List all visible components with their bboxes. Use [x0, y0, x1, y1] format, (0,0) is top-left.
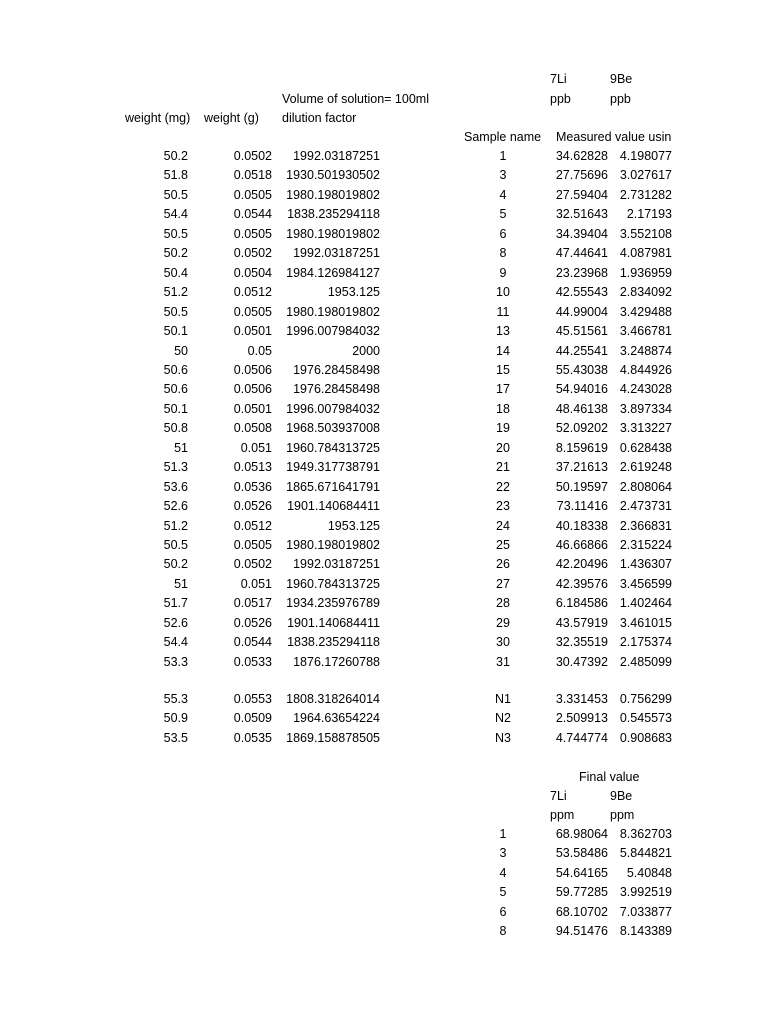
weight-g-cell: 0.0544: [233, 207, 272, 222]
table-row: [0, 459, 768, 478]
sample-cell: 4: [499, 187, 507, 202]
table-row: [0, 304, 768, 323]
weight-mg-cell: 50: [174, 343, 188, 358]
dilution-cell: 1976.28458498: [293, 382, 380, 397]
li-cell: 42.55543: [555, 285, 608, 300]
be-cell clip: 5.40848: [626, 865, 672, 880]
sample-cell: 9: [499, 265, 507, 280]
be-cell clip: 0.756299: [619, 692, 672, 706]
weight-mg-cell: 53.6: [163, 479, 188, 494]
table-row: [0, 518, 768, 537]
weight-mg-cell: 50.2: [163, 149, 188, 163]
dilution-cell: 1980.198019802: [286, 304, 380, 319]
table-row: [0, 537, 768, 556]
table-row: [0, 730, 768, 749]
weight-g-cell: 0.0544: [233, 635, 272, 650]
be-cell clip: 3.897334: [619, 401, 672, 416]
weight-mg-cell: 50.5: [163, 538, 188, 552]
li-cell: 73.11416: [556, 499, 608, 514]
li-cell: 2.509913: [555, 711, 608, 726]
li-label: 7Li: [550, 72, 567, 86]
weight-mg-cell: 50.2: [163, 246, 188, 261]
weight-mg-cell: 50.6: [163, 382, 188, 397]
be-cell clip: 8.143389: [619, 924, 672, 939]
dilution-cell: 1968.503937008: [286, 421, 380, 436]
table-row: [0, 381, 768, 400]
weight-g-header: weight (g): [204, 111, 259, 125]
table-row: [0, 401, 768, 420]
li-cell: 6.184586: [555, 596, 608, 611]
measured-header: Measured value usin: [556, 130, 672, 144]
dilution-cell: 1996.007984032: [286, 401, 380, 416]
be-cell clip: 7.033877: [619, 904, 672, 919]
table-row: [0, 634, 768, 653]
li-cell: 44.99004: [555, 304, 608, 319]
li-cell: 68.10702: [555, 904, 608, 919]
li-cell: 48.46138: [555, 401, 608, 416]
li-cell: 52.09202: [555, 421, 608, 436]
weight-g-cell: 0.0505: [233, 187, 272, 202]
be-cell clip: 3.313227: [619, 421, 672, 436]
dilution-cell: 1980.198019802: [286, 226, 380, 241]
weight-mg-cell: 51.8: [163, 168, 188, 183]
sample-cell: 3: [499, 168, 507, 183]
weight-g-cell: 0.0536: [233, 479, 272, 494]
table-row: [0, 245, 768, 264]
be-cell clip: 0.545573: [619, 711, 672, 726]
final-table: [0, 826, 768, 946]
table-row: [0, 498, 768, 517]
weight-mg-cell: 50.5: [163, 304, 188, 319]
li-cell: 54.94016: [555, 382, 608, 397]
li-cell: 54.64165: [555, 865, 608, 880]
table-row: [0, 654, 768, 673]
weight-g-cell: 0.0505: [233, 304, 272, 319]
li-cell: 27.59404: [555, 187, 608, 202]
weight-g-cell: 0.0504: [233, 265, 272, 280]
table-row: [0, 556, 768, 575]
sample-cell: 8: [499, 924, 507, 939]
li-cell: 3.331453: [555, 692, 608, 706]
weight-g-cell: 0.0517: [233, 596, 272, 611]
table-row: [0, 148, 768, 167]
li-cell: 42.20496: [555, 557, 608, 572]
weight-mg-cell: 51.7: [163, 596, 188, 611]
dilution-cell: 1960.784313725: [286, 440, 380, 455]
sample-cell: 30: [496, 635, 510, 650]
table-row: [0, 884, 768, 903]
weight-mg-cell: 53.3: [163, 654, 188, 669]
weight-g-cell: 0.0502: [233, 557, 272, 572]
table-row: [0, 479, 768, 498]
weight-g-cell: 0.0501: [233, 401, 272, 416]
weight-g-cell: 0.0508: [233, 421, 272, 436]
sample-cell: 25: [496, 538, 510, 552]
be-cell clip: 4.087981: [619, 246, 672, 261]
table-row: [0, 923, 768, 942]
be-cell clip: 1.402464: [619, 596, 672, 611]
be-cell clip: 0.908683: [619, 730, 672, 745]
dilution-cell: 1876.17260788: [293, 654, 380, 669]
be-cell clip: 3.429488: [619, 304, 672, 319]
weight-mg-cell: 50.9: [163, 711, 188, 726]
be-cell clip: 2.473731: [619, 499, 672, 514]
li-cell: 23.23968: [555, 265, 608, 280]
sample-cell: 22: [496, 479, 510, 494]
sample-cell: 19: [496, 421, 510, 436]
table-row: [0, 440, 768, 459]
sample-cell: 13: [496, 324, 510, 339]
li-cell: 34.62828: [555, 149, 608, 163]
weight-mg-cell: 51: [174, 576, 188, 591]
be-cell clip: 2.17193: [626, 207, 672, 222]
dilution-cell: 1953.125: [327, 518, 380, 533]
weight-mg-cell: 53.5: [163, 730, 188, 745]
weight-mg-cell: 50.1: [163, 324, 188, 339]
weight-g-cell: 0.0533: [233, 654, 272, 669]
li-cell: 8.159619: [555, 440, 608, 455]
dilution-cell: 1930.501930502: [286, 168, 380, 183]
weight-g-cell: 0.0506: [233, 382, 272, 397]
sample-cell: 27: [496, 576, 510, 591]
table-row: [0, 323, 768, 342]
weight-g-cell: 0.0502: [233, 149, 272, 163]
final-li-unit: ppm: [550, 808, 575, 822]
dilution-cell: 1838.235294118: [287, 635, 380, 650]
table-row: [0, 615, 768, 634]
dilution-cell: 1984.126984127: [286, 265, 380, 280]
dilution-cell: 1901.140684411: [287, 499, 380, 514]
weight-mg-cell: 54.4: [163, 207, 188, 222]
sample-cell: 26: [496, 557, 510, 572]
table-row: [0, 845, 768, 864]
li-cell: 59.77285: [555, 885, 608, 900]
be-cell clip: 2.731282: [619, 187, 672, 202]
weight-mg-cell: 51.2: [163, 285, 188, 300]
sample-cell: 21: [496, 460, 510, 475]
li-cell: 68.98064: [555, 827, 608, 841]
be-cell clip: 3.552108: [619, 226, 672, 241]
weight-g-cell: 0.051: [240, 576, 272, 591]
sample-cell: 31: [496, 654, 510, 669]
li-cell: 4.744774: [555, 730, 608, 745]
sample-cell: 14: [496, 343, 510, 358]
weight-mg-cell: 50.2: [163, 557, 188, 572]
final-be-unit: ppm: [610, 808, 635, 822]
li-cell: 32.51643: [555, 207, 608, 222]
weight-mg-cell: 52.6: [163, 615, 188, 630]
dilution-cell: 1980.198019802: [286, 187, 380, 202]
weight-mg-cell: 50.5: [163, 187, 188, 202]
li-cell: 44.25541: [555, 343, 608, 358]
li-cell: 42.39576: [555, 576, 608, 591]
data-table: [0, 148, 768, 678]
dilution-cell: 1964.63654224: [293, 711, 380, 726]
sample-cell: 1: [499, 149, 507, 163]
weight-g-cell: 0.0526: [233, 615, 272, 630]
be-cell clip: 0.628438: [619, 440, 672, 455]
table-row: [0, 284, 768, 303]
weight-mg-cell: 50.4: [163, 265, 188, 280]
volume-label: Volume of solution= 100ml: [282, 92, 429, 106]
be-cell clip: 1.436307: [619, 557, 672, 572]
dilution-cell: 1996.007984032: [286, 324, 380, 339]
sample-cell: 11: [496, 304, 510, 319]
sample-cell: 3: [499, 846, 507, 861]
table-row: [0, 362, 768, 381]
weight-g-cell: 0.05: [247, 343, 272, 358]
sample-cell: 23: [496, 499, 510, 514]
sample-cell: 10: [496, 285, 510, 300]
be-cell clip: 5.844821: [619, 846, 672, 861]
sample-cell: 4: [499, 865, 507, 880]
be-cell clip: 2.619248: [619, 460, 672, 475]
be-cell clip: 3.027617: [619, 168, 672, 183]
dilution-cell: 1953.125: [327, 285, 380, 300]
table-row: [0, 826, 768, 845]
li-cell: 55.43038: [555, 362, 608, 377]
dilution-cell: 1992.03187251: [293, 149, 380, 163]
weight-mg-header: weight (mg): [125, 111, 191, 125]
dilution-cell: 1901.140684411: [287, 615, 380, 630]
sample-cell: 18: [496, 401, 510, 416]
dilution-cell: 1960.784313725: [286, 576, 380, 591]
weight-g-cell: 0.0553: [233, 692, 272, 706]
li-cell: 37.21613: [555, 460, 608, 475]
li-cell: 50.19597: [555, 479, 608, 494]
li-cell: 30.47392: [555, 654, 608, 669]
dilution-cell: 1934.235976789: [286, 596, 380, 611]
be-cell clip: 3.992519: [619, 885, 672, 900]
dilution-cell: 1980.198019802: [286, 538, 380, 552]
final-li-label: 7Li: [550, 789, 567, 803]
dilution-cell: 1992.03187251: [293, 246, 380, 261]
be-unit: ppb: [610, 92, 631, 106]
table-row: [0, 226, 768, 245]
sample-cell: 5: [499, 207, 507, 222]
weight-g-cell: 0.0535: [233, 730, 272, 745]
dilution-cell: 1976.28458498: [293, 362, 380, 377]
be-cell clip: 3.461015: [619, 615, 672, 630]
table-row: [0, 904, 768, 923]
dilution-cell: 1869.158878505: [286, 730, 380, 745]
table-row: [0, 420, 768, 439]
li-cell: 94.51476: [555, 924, 608, 939]
be-cell clip: 2.366831: [619, 518, 672, 533]
dilution-cell: 1992.03187251: [293, 557, 380, 572]
sample-cell: 8: [499, 246, 507, 261]
dilution-cell: 1949.317738791: [286, 460, 380, 475]
weight-g-cell: 0.0526: [233, 499, 272, 514]
be-cell clip: 4.844926: [619, 362, 672, 377]
table-row: [0, 206, 768, 225]
weight-g-cell: 0.0505: [233, 226, 272, 241]
be-label: 9Be: [610, 72, 633, 86]
table-row: [0, 710, 768, 729]
be-cell clip: 2.808064: [619, 479, 672, 494]
li-cell: 43.57919: [555, 615, 608, 630]
table-row: [0, 595, 768, 614]
li-cell: 27.75696: [555, 168, 608, 183]
table-row: [0, 343, 768, 362]
weight-mg-cell: 51.2: [163, 518, 188, 533]
sample-cell: N2: [495, 711, 511, 726]
weight-g-cell: 0.0509: [233, 711, 272, 726]
be-cell clip: 3.466781: [619, 324, 672, 339]
table-row: [0, 167, 768, 186]
dilution-header: dilution factor: [282, 111, 357, 125]
be-cell clip: 8.362703: [619, 827, 672, 841]
weight-mg-cell: 50.8: [163, 421, 188, 436]
li-cell: 45.51561: [555, 324, 608, 339]
sample-cell: 6: [499, 226, 507, 241]
weight-g-cell: 0.051: [240, 440, 272, 455]
be-cell clip: 1.936959: [619, 265, 672, 280]
final-title: Final value: [579, 770, 640, 784]
table-row: [0, 691, 768, 710]
be-cell clip: 3.248874: [619, 343, 672, 358]
weight-mg-cell: 50.6: [163, 362, 188, 377]
table-row: [0, 576, 768, 595]
weight-g-cell: 0.0512: [233, 285, 272, 300]
weight-g-cell: 0.0512: [233, 518, 272, 533]
sample-cell: 20: [496, 440, 510, 455]
dilution-cell: 2000: [352, 343, 380, 358]
weight-mg-cell: 51.3: [163, 460, 188, 475]
weight-g-cell: 0.0506: [233, 362, 272, 377]
dilution-cell: 1865.671641791: [286, 479, 380, 494]
weight-mg-cell: 55.3: [163, 692, 188, 706]
sample-cell: 5: [499, 885, 507, 900]
li-cell: 46.66866: [555, 538, 608, 552]
sample-cell: N1: [495, 692, 511, 706]
sample-cell: 17: [496, 382, 510, 397]
sample-name-header: Sample name: [464, 130, 542, 144]
sample-cell: 1: [499, 827, 507, 841]
li-cell: 53.58486: [555, 846, 608, 861]
sample-cell: 24: [496, 518, 510, 533]
weight-g-cell: 0.0502: [233, 246, 272, 261]
be-cell clip: 4.198077: [619, 149, 672, 163]
li-cell: 32.35519: [555, 635, 608, 650]
weight-g-cell: 0.0518: [233, 168, 272, 183]
li-cell: 47.44641: [555, 246, 608, 261]
weight-mg-cell: 50.1: [163, 401, 188, 416]
be-cell clip: 2.175374: [619, 635, 672, 650]
table-row: [0, 265, 768, 284]
table-row: [0, 187, 768, 206]
sample-cell: 29: [496, 615, 510, 630]
table-row: [0, 865, 768, 884]
weight-mg-cell: 51: [174, 440, 188, 455]
weight-g-cell: 0.0505: [233, 538, 272, 552]
sample-cell: 28: [496, 596, 510, 611]
be-cell clip: 2.485099: [619, 654, 672, 669]
sample-cell: 6: [499, 904, 507, 919]
be-cell clip: 3.456599: [619, 576, 672, 591]
weight-g-cell: 0.0513: [233, 460, 272, 475]
weight-g-cell: 0.0501: [233, 324, 272, 339]
be-cell clip: 2.315224: [619, 538, 672, 552]
sample-cell: N3: [495, 730, 511, 745]
weight-mg-cell: 50.5: [163, 226, 188, 241]
li-unit: ppb: [550, 92, 571, 106]
weight-mg-cell: 52.6: [163, 499, 188, 514]
final-be-label: 9Be: [610, 789, 633, 803]
be-cell clip: 4.243028: [619, 382, 672, 397]
weight-mg-cell: 54.4: [163, 635, 188, 650]
dilution-cell: 1838.235294118: [287, 207, 380, 222]
li-cell: 34.39404: [555, 226, 608, 241]
dilution-cell: 1808.318264014: [286, 692, 380, 706]
sample-cell: 15: [496, 362, 510, 377]
li-cell: 40.18338: [555, 518, 608, 533]
n-table: [0, 691, 768, 751]
be-cell clip: 2.834092: [619, 285, 672, 300]
